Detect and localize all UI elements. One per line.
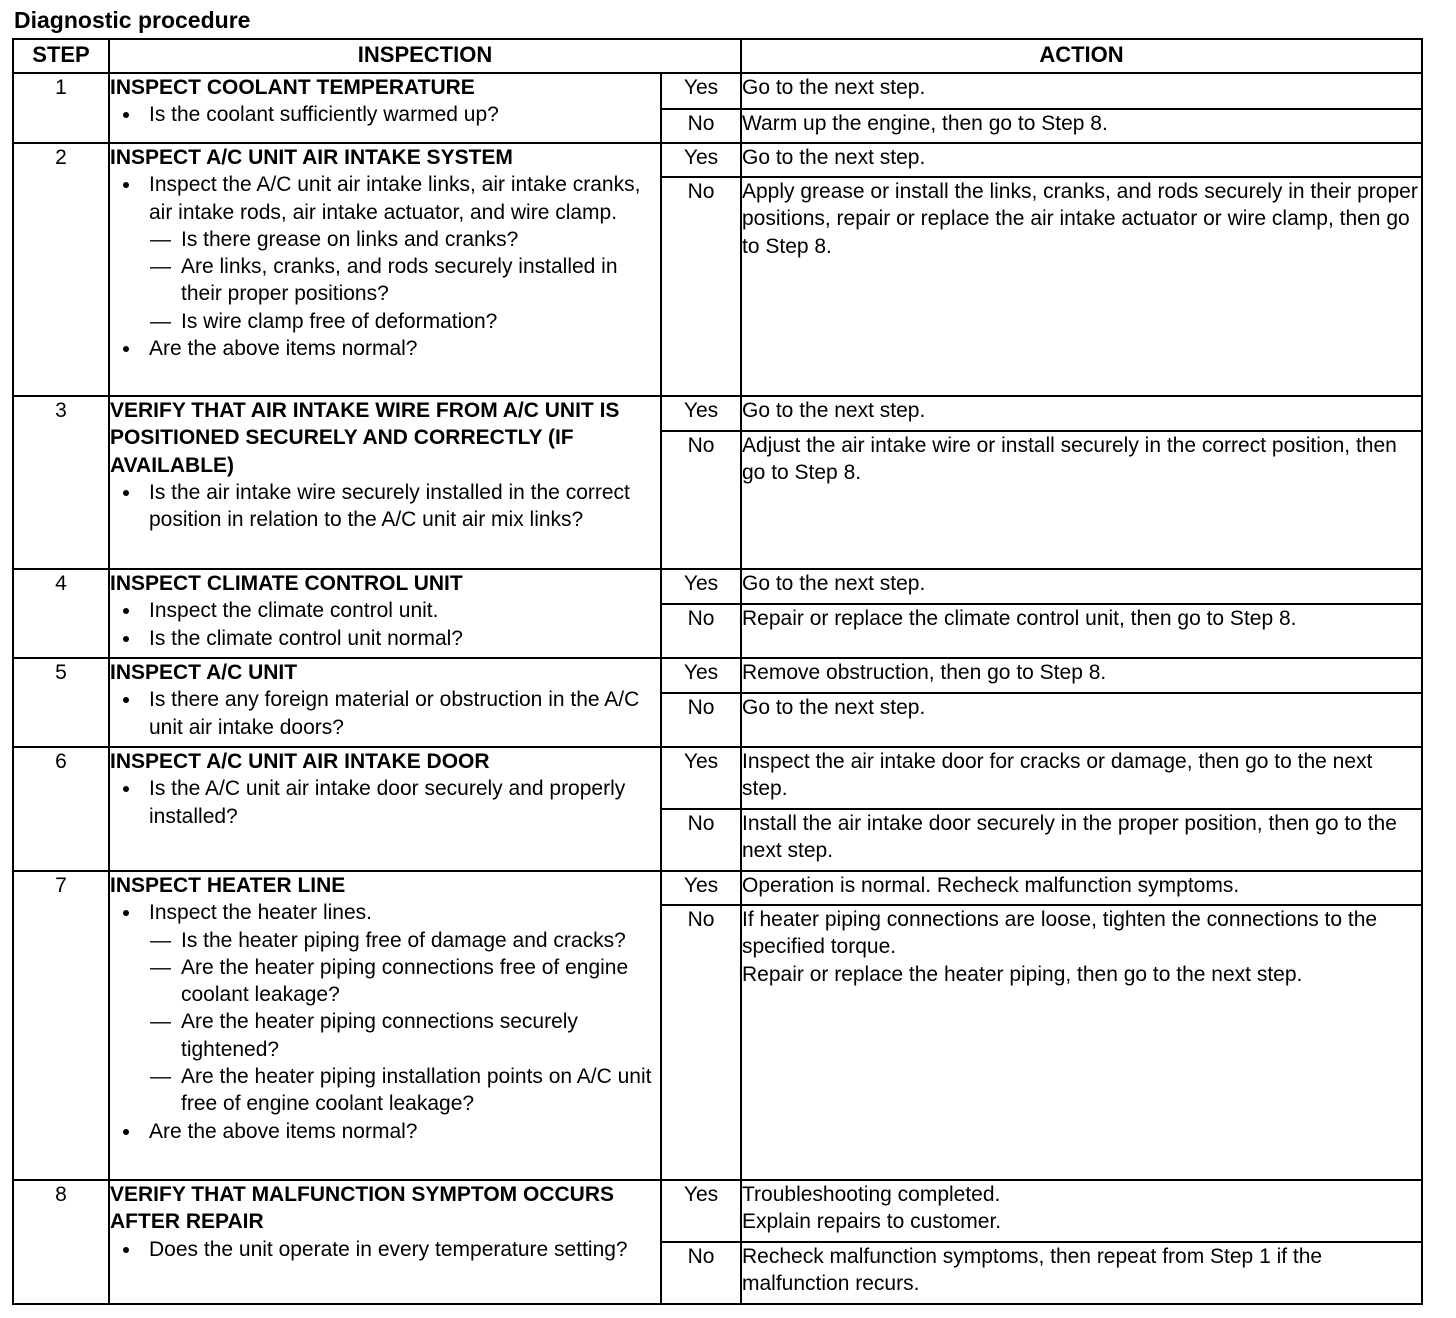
step-row-7-yes (13, 871, 1422, 905)
yes-action (741, 747, 1422, 809)
inspection-bullet: Are the above items normal? (110, 335, 660, 362)
no-action (741, 109, 1422, 143)
step-number: 7 (13, 871, 109, 1180)
no-action-line: Apply grease or install the links, cranks, and rods securely in their proper positions, repair or replace the air intake actuator or wire clamp, then go to Step 8. (742, 180, 1418, 258)
inspection-title: VERIFY THAT MALFUNCTION SYMPTOM OCCURS AFTER REPAIR (110, 1183, 614, 1234)
inspection-subitem: — Are links, cranks, and rods securely installed in their proper positions? (110, 253, 660, 308)
yes-action-line: Remove obstruction, then go to Step 8. (742, 661, 1107, 684)
no-action-line: Repair or replace the climate control unit, then go to Step 8. (742, 607, 1297, 630)
no-label: No (661, 1242, 741, 1304)
no-label: No (661, 109, 741, 143)
diagnostic-procedure-table (12, 38, 1423, 1305)
step-number: 5 (13, 658, 109, 747)
no-action (741, 809, 1422, 871)
inspection-title: INSPECT A/C UNIT (110, 661, 298, 684)
yes-action (741, 569, 1422, 604)
inspection-title: INSPECT A/C UNIT AIR INTAKE SYSTEM (110, 146, 513, 169)
yes-action (741, 143, 1422, 177)
inspection-title: INSPECT CLIMATE CONTROL UNIT (110, 572, 463, 595)
inspection-title: INSPECT A/C UNIT AIR INTAKE DOOR (110, 750, 490, 773)
step-row-1-yes (13, 73, 1422, 109)
no-label: No (661, 809, 741, 871)
no-label: No (661, 905, 741, 1180)
inspection-cell (109, 396, 661, 569)
yes-action-line: Explain repairs to customer. (742, 1210, 1002, 1234)
no-action-line: Go to the next step. (742, 696, 926, 719)
inspection-cell (109, 871, 661, 1180)
yes-label: Yes (661, 871, 741, 905)
yes-action (741, 658, 1422, 693)
inspection-bullet: Inspect the A/C unit air intake links, air intake cranks, air intake rods, air intake actuator, and wire clamp. (110, 171, 660, 226)
header-step: STEP (13, 39, 109, 73)
inspection-subitem: — Is wire clamp free of deformation? (110, 308, 660, 335)
header-action: ACTION (741, 39, 1422, 73)
step-row-4-yes (13, 569, 1422, 604)
yes-action-line: Go to the next step. (742, 399, 926, 422)
inspection-subitem: — Is the heater piping free of damage and cracks? (110, 927, 660, 954)
no-action (741, 1242, 1422, 1304)
inspection-subitem: — Are the heater piping installation points on A/C unit free of engine coolant leakage? (110, 1063, 660, 1118)
yes-action-line: Troubleshooting completed. (742, 1183, 1001, 1206)
inspection-bullet: Is the coolant sufficiently warmed up? (110, 101, 660, 128)
no-label: No (661, 693, 741, 747)
inspection-cell (109, 569, 661, 658)
yes-label: Yes (661, 569, 741, 604)
header-row (13, 39, 1422, 73)
no-action-line: Repair or replace the heater piping, then go to the next step. (742, 962, 1303, 986)
inspection-title: INSPECT COOLANT TEMPERATURE (110, 76, 475, 99)
yes-label: Yes (661, 73, 741, 109)
inspection-bullet: Is there any foreign material or obstruction in the A/C unit air intake doors? (110, 686, 660, 741)
yes-label: Yes (661, 747, 741, 809)
step-row-3-yes (13, 396, 1422, 431)
step-number: 8 (13, 1180, 109, 1304)
yes-action (741, 396, 1422, 431)
no-label: No (661, 177, 741, 396)
inspection-bullet: Does the unit operate in every temperature setting? (110, 1236, 660, 1263)
no-action-line: Recheck malfunction symptoms, then repeat from Step 1 if the malfunction recurs. (742, 1245, 1323, 1296)
yes-action (741, 871, 1422, 905)
yes-action-line: Go to the next step. (742, 76, 926, 99)
no-action (741, 431, 1422, 569)
inspection-bullet: Inspect the climate control unit. (110, 597, 660, 624)
procedure-body (13, 73, 1422, 1304)
inspection-cell (109, 1180, 661, 1304)
inspection-bullet: Inspect the heater lines. (110, 899, 660, 926)
inspection-cell (109, 143, 661, 396)
no-label: No (661, 431, 741, 569)
inspection-bullet: Is the climate control unit normal? (110, 625, 660, 652)
inspection-cell (109, 658, 661, 747)
page-title: Diagnostic procedure (14, 7, 251, 33)
step-number: 6 (13, 747, 109, 871)
inspection-bullet: Is the A/C unit air intake door securely and properly installed? (110, 775, 660, 830)
inspection-cell (109, 73, 661, 143)
yes-label: Yes (661, 1180, 741, 1242)
inspection-subitem: — Is there grease on links and cranks? (110, 226, 660, 253)
step-number: 3 (13, 396, 109, 569)
yes-action-line: Inspect the air intake door for cracks or damage, then go to the next step. (742, 750, 1373, 801)
no-action (741, 693, 1422, 747)
yes-action-line: Go to the next step. (742, 572, 926, 595)
no-action-line: Install the air intake door securely in the proper position, then go to the next step. (742, 812, 1397, 863)
yes-label: Yes (661, 658, 741, 693)
step-row-6-yes (13, 747, 1422, 809)
header-inspection: INSPECTION (109, 39, 741, 73)
step-number: 2 (13, 143, 109, 396)
inspection-title: VERIFY THAT AIR INTAKE WIRE FROM A/C UNIT IS POSITIONED SECURELY AND CORRECTLY (IF AVAILABLE) (110, 399, 620, 477)
step-row-8-yes (13, 1180, 1422, 1242)
inspection-subitem: — Are the heater piping connections securely tightened? (110, 1008, 660, 1063)
step-row-5-yes (13, 658, 1422, 693)
inspection-title: INSPECT HEATER LINE (110, 874, 346, 897)
no-action-line: Adjust the air intake wire or install securely in the correct position, then go to Step 8. (742, 434, 1397, 485)
yes-action (741, 1180, 1422, 1242)
no-label: No (661, 604, 741, 658)
yes-label: Yes (661, 396, 741, 431)
no-action (741, 905, 1422, 1180)
inspection-cell (109, 747, 661, 871)
yes-action-line: Go to the next step. (742, 146, 926, 169)
no-action (741, 177, 1422, 396)
step-row-2-yes (13, 143, 1422, 177)
inspection-bullet: Are the above items normal? (110, 1118, 660, 1145)
inspection-subitem: — Are the heater piping connections free of engine coolant leakage? (110, 954, 660, 1009)
no-action-line: Warm up the engine, then go to Step 8. (742, 112, 1108, 135)
yes-action-line: Operation is normal. Recheck malfunction symptoms. (742, 874, 1240, 897)
step-number: 1 (13, 73, 109, 143)
yes-label: Yes (661, 143, 741, 177)
inspection-bullet: Is the air intake wire securely installed in the correct position in relation to the A/C unit air mix links? (110, 479, 660, 534)
no-action-line: If heater piping connections are loose, tighten the connections to the specified torque. (742, 908, 1378, 959)
yes-action (741, 73, 1422, 109)
step-number: 4 (13, 569, 109, 658)
no-action (741, 604, 1422, 658)
